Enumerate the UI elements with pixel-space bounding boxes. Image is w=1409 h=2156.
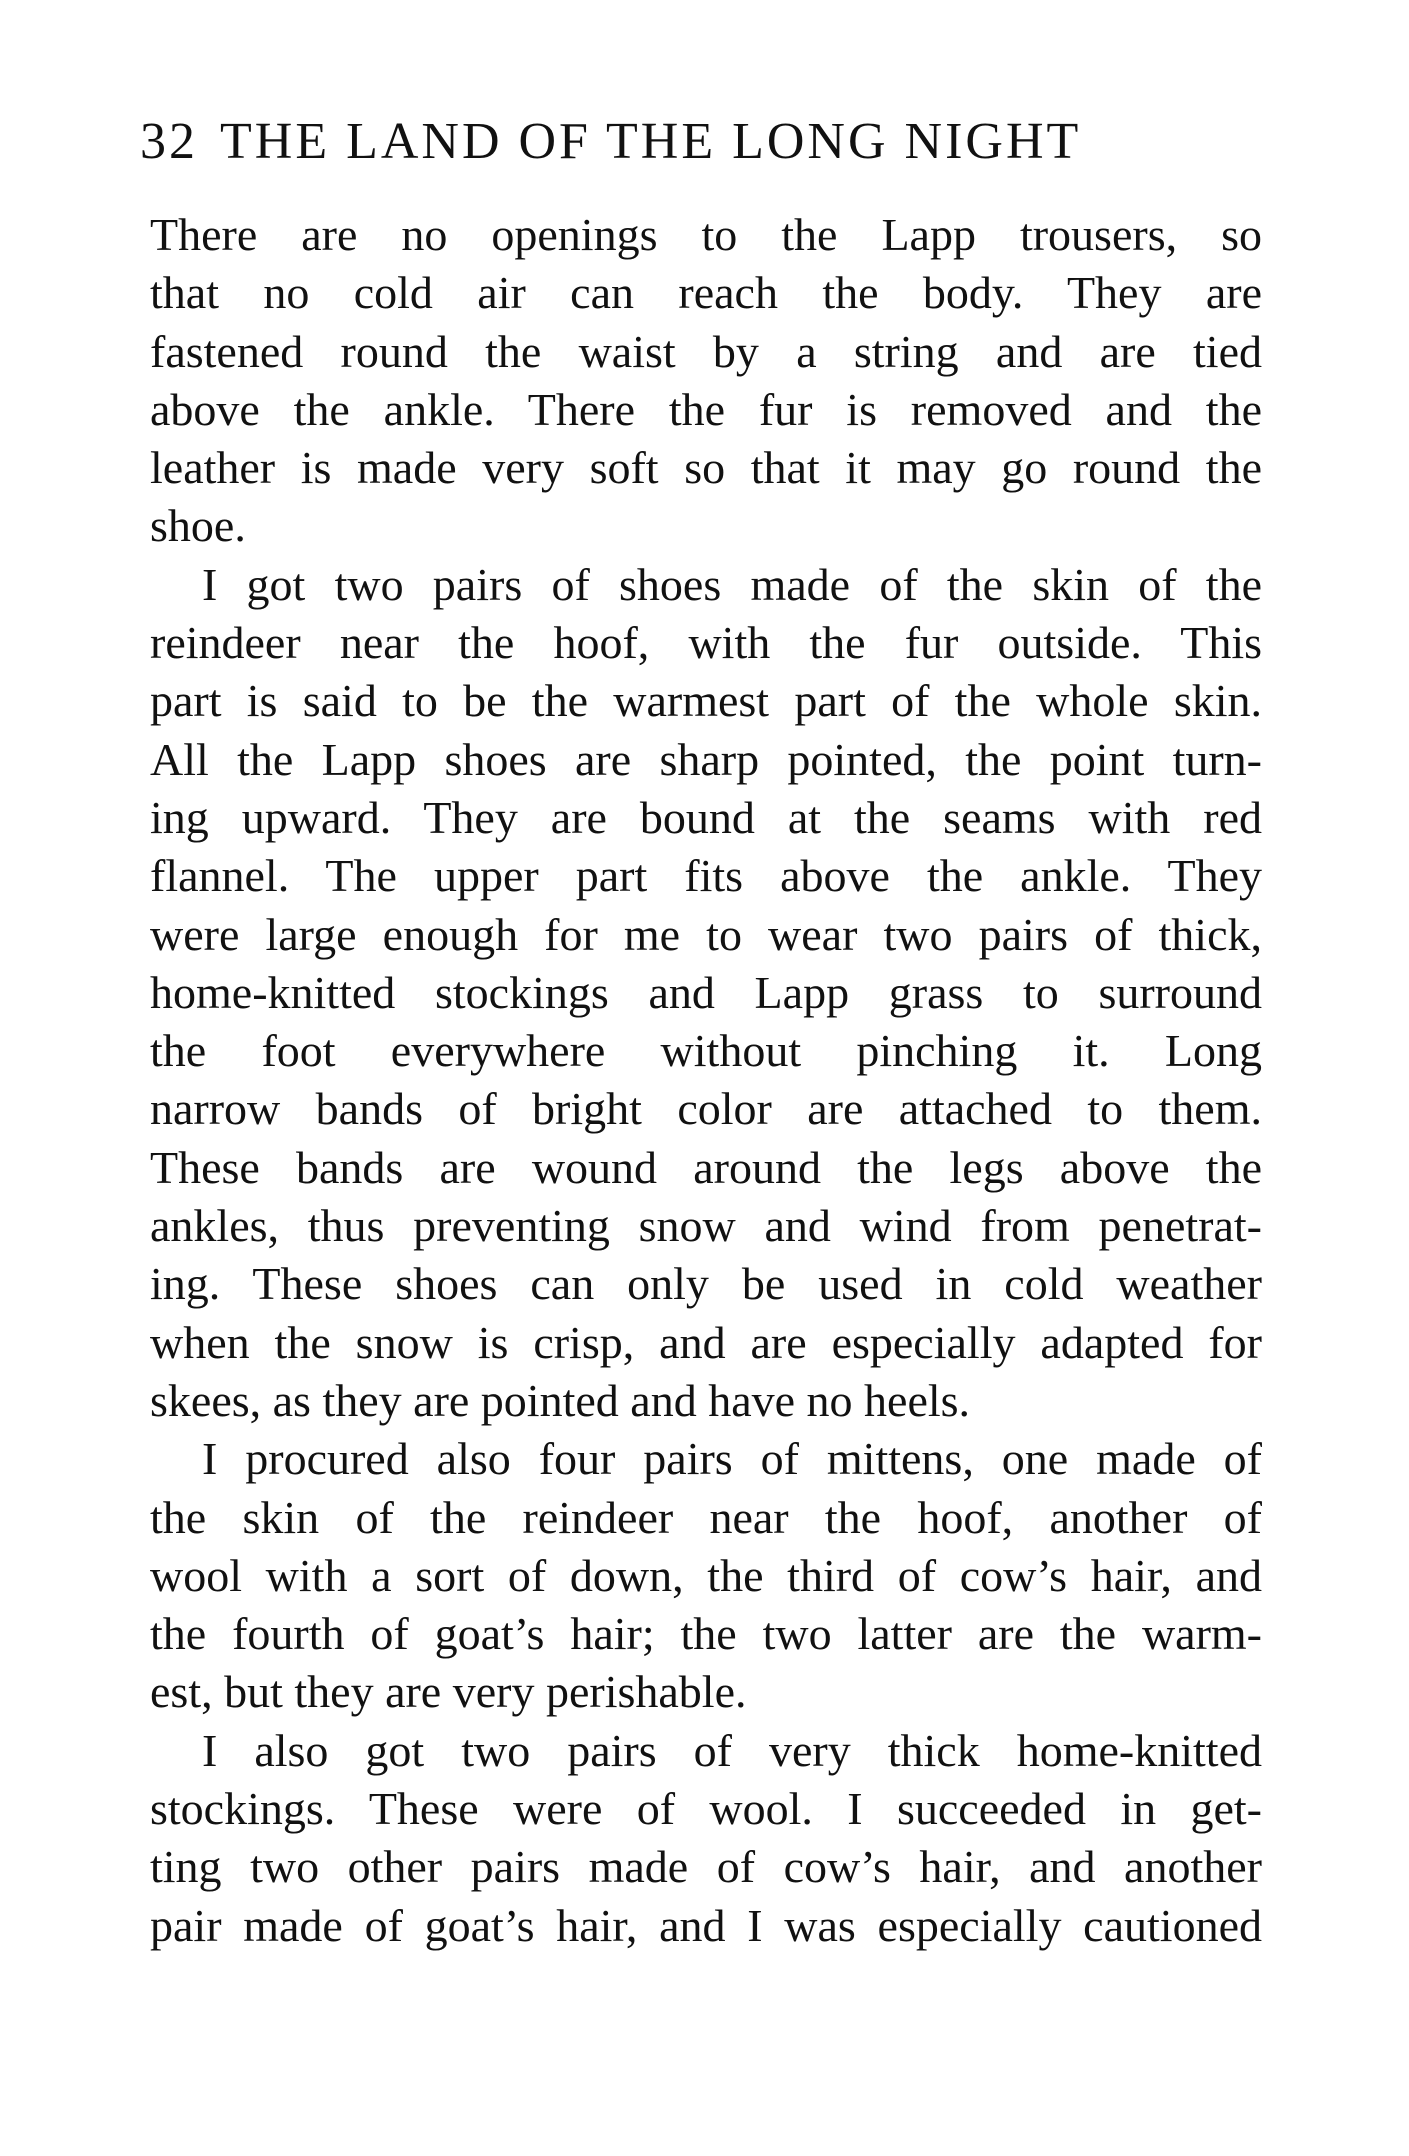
text-line: est, but they are very perishable.: [150, 1666, 747, 1718]
paragraph: [150, 206, 1262, 556]
text-line: ing upward. They are bound at the seams with red: [150, 791, 1262, 843]
text-line: leather is made very soft so that it may go round the: [150, 442, 1262, 494]
text-line: home-knitted stockings and Lapp grass to surround: [150, 966, 1262, 1018]
text-line: wool with a sort of down, the third of cow’s hair, and: [150, 1549, 1262, 1601]
text-line: ting two other pairs made of cow’s hair, and another: [150, 1841, 1262, 1893]
paragraph: [150, 1722, 1262, 1955]
text-line: that no cold air can reach the body. They are: [150, 267, 1262, 319]
text-line: the skin of the reindeer near the hoof, another of: [150, 1491, 1262, 1543]
paragraph: [150, 1430, 1262, 1721]
text-line: flannel. The upper part fits above the ankle. They: [150, 850, 1262, 902]
text-line: were large enough for me to wear two pairs of thick,: [150, 908, 1262, 960]
text-line: above the ankle. There the fur is removed and the: [150, 383, 1262, 435]
text-line: These bands are wound around the legs above the: [150, 1141, 1262, 1193]
text-line: when the snow is crisp, and are especially adapted for: [150, 1316, 1262, 1368]
text-line: the foot everywhere without pinching it. Long: [150, 1025, 1262, 1077]
text-line: There are no openings to the Lapp trousers, so: [150, 209, 1262, 260]
text-line: ing. These shoes can only be used in cold weather: [150, 1258, 1262, 1310]
text-line: part is said to be the warmest part of the whole skin.: [150, 675, 1262, 727]
text-line: reindeer near the hoof, with the fur outside. This: [150, 617, 1262, 669]
text-line: ankles, thus preventing snow and wind from penetrat-: [150, 1200, 1262, 1252]
text-line: shoe.: [150, 500, 246, 552]
body-text: [150, 206, 1262, 1955]
text-line: I also got two pairs of very thick home-knitted: [202, 1724, 1262, 1776]
text-line: skees, as they are pointed and have no heels.: [150, 1374, 971, 1426]
page-number: 32: [140, 113, 198, 170]
text-line: narrow bands of bright color are attached to them.: [150, 1083, 1262, 1135]
text-line: I procured also four pairs of mittens, one made of: [202, 1433, 1262, 1485]
running-head: [140, 112, 1260, 172]
text-line: fastened round the waist by a string and are tied: [150, 325, 1262, 377]
text-line: the fourth of goat’s hair; the two latter are the warm-: [150, 1608, 1262, 1660]
paragraph: [150, 556, 1262, 1430]
text-line: pair made of goat’s hair, and I was especially cautioned: [150, 1899, 1262, 1951]
text-line: All the Lapp shoes are sharp pointed, the point turn-: [150, 733, 1262, 785]
running-title: THE LAND OF THE LONG NIGHT: [220, 113, 1082, 170]
text-line: stockings. These were of wool. I succeeded in get-: [150, 1783, 1262, 1835]
text-line: I got two pairs of shoes made of the skin of the: [202, 558, 1262, 610]
